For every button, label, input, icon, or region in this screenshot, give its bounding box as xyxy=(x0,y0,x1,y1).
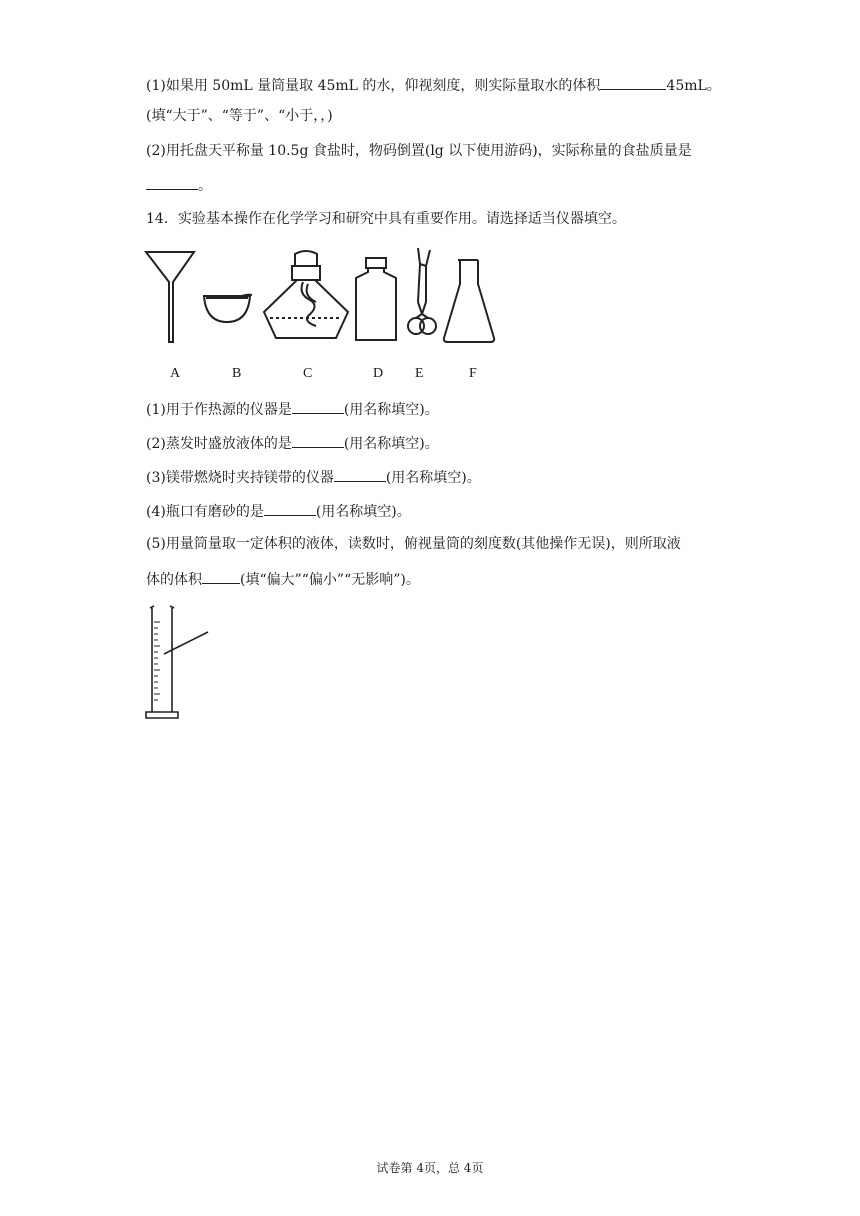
q14-sub1 xyxy=(146,398,439,420)
q14-sub1-tail: (用名称填空)。 xyxy=(343,402,439,418)
q14-stem xyxy=(146,209,626,229)
q13-part2-line2 xyxy=(146,174,212,196)
q14-sub2-tail: (用名称填空)。 xyxy=(343,436,439,452)
apparatus-label-d: D xyxy=(373,366,384,381)
graduated-cylinder-icon xyxy=(140,600,220,724)
answer-blank xyxy=(146,174,198,190)
q14-sub3-tail: (用名称填空)。 xyxy=(385,470,481,486)
reagent-bottle-icon xyxy=(356,258,396,340)
apparatus-label-e: E xyxy=(415,366,424,381)
q13-part1-tail: 45mL。 xyxy=(666,78,721,94)
apparatus-label-b: B xyxy=(232,366,242,381)
q14-sub3-text: (3)镁带燃烧时夹持镁带的仪器 xyxy=(146,470,334,486)
evaporating-dish-icon xyxy=(204,295,252,322)
q14-stem-text: 14．实验基本操作在化学学习和研究中具有重要作用。请选择适当仪器填空。 xyxy=(146,211,626,227)
q14-sub4-tail: (用名称填空)。 xyxy=(315,504,411,520)
q14-sub3 xyxy=(146,466,481,488)
alcohol-lamp-icon xyxy=(264,251,348,338)
q14-sub5-tail: (填“偏大”“偏小”“无影响”)。 xyxy=(240,572,420,588)
apparatus-figure xyxy=(140,244,510,356)
funnel-icon xyxy=(146,252,194,342)
crucible-tongs-icon xyxy=(408,248,436,334)
answer-blank xyxy=(202,568,240,584)
conical-flask-icon xyxy=(444,260,494,342)
q14-sub5-text2: 体的体积 xyxy=(146,572,202,588)
page-footer: 试卷第 4页，总 4页 xyxy=(376,1161,484,1175)
q13-part2-tail: 。 xyxy=(198,178,212,194)
q13-part1-line1 xyxy=(146,74,721,96)
q14-sub4-text: (4)瓶口有磨砂的是 xyxy=(146,504,264,520)
answer-blank xyxy=(600,74,666,90)
q14-sub4 xyxy=(146,500,411,522)
apparatus-label-c: C xyxy=(303,366,313,381)
q13-part1-line2 xyxy=(146,106,333,126)
q14-sub5-text: (5)用量筒量取一定体积的液体，读数时，俯视量筒的刻度数(其他操作无误)，则所取液 xyxy=(146,536,681,552)
answer-blank xyxy=(264,500,316,516)
answer-blank xyxy=(334,466,386,482)
q13-part1-hint: (填“大于”、“等于”、“小于，，) xyxy=(146,108,333,124)
q13-part2-line1 xyxy=(146,141,692,161)
q14-sub2-text: (2)蒸发时盛放液体的是 xyxy=(146,436,292,452)
apparatus-label-a: A xyxy=(170,366,181,381)
answer-blank xyxy=(292,432,344,448)
q14-sub5-line2 xyxy=(146,568,420,590)
q14-sub1-text: (1)用于作热源的仪器是 xyxy=(146,402,292,418)
q13-part1-text: (1)如果用 50mL 量筒量取 45mL 的水，仰视刻度，则实际量取水的体积 xyxy=(146,78,601,94)
answer-blank xyxy=(292,398,344,414)
q13-part2-text: (2)用托盘天平称量 10.5g 食盐时，物码倒置(lg 以下使用游码)，实际称量的食盐质量是 xyxy=(146,143,692,159)
q14-sub2 xyxy=(146,432,439,454)
q14-sub5-line1 xyxy=(146,534,681,554)
apparatus-label-f: F xyxy=(469,366,477,381)
